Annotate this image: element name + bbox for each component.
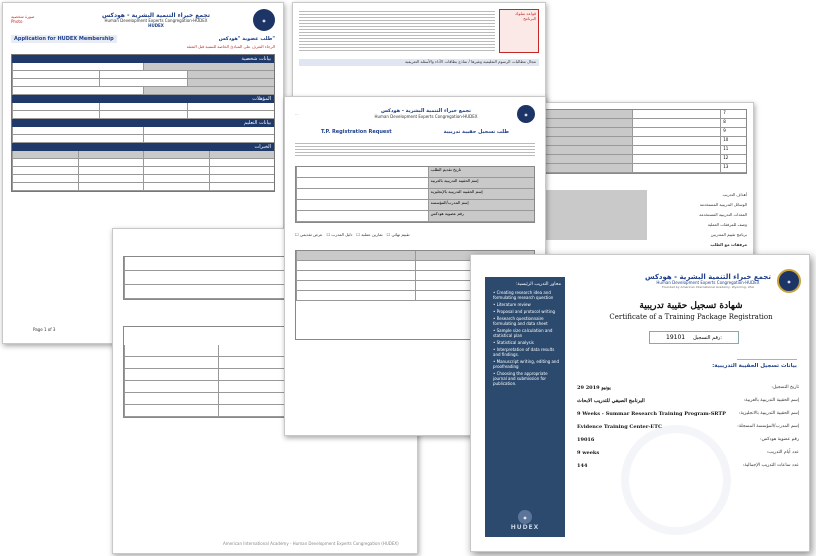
reg-number-value: 19101 (666, 334, 686, 341)
sidebar-brand-text: HUDEX (510, 524, 540, 531)
form-subtitle: الرجاء التعرف على المبادئ الخاصة للتنمية قبل التعبئة (186, 44, 275, 50)
brand: HUDEX (148, 22, 164, 28)
hudex-seal-icon: ◉ (777, 269, 801, 293)
exp-cell[interactable] (209, 175, 275, 182)
field-degree[interactable] (12, 103, 99, 110)
tp-check[interactable]: ☐ تقييم نهائي (386, 232, 410, 238)
tp-org-en: Human Development Experts Congregation-HUDEX (374, 113, 478, 119)
form-title-en: Application for HUDEX Membership (11, 35, 117, 43)
sidebar-topic-item: • Manuscript writing, editing and proofreading (493, 359, 560, 370)
org-name-en: Human Development Experts Congregation-HUDEX (104, 17, 208, 23)
sidebar-topic-item: • Choosing the appropriate journal and submission for publication. (493, 371, 548, 387)
cert-title-ar: شهادة تسجيل حقيبة تدريبية (639, 301, 743, 311)
exp-cell[interactable] (143, 175, 209, 182)
cert-field-label: إسم الحقيبة التدريبية بالعربية: (743, 398, 799, 403)
field-email[interactable] (99, 79, 186, 86)
tp-title-en: T.P. Registration Request (321, 129, 392, 135)
exp-cell[interactable] (12, 167, 78, 174)
cert-org-ar: تجمع خبراء التنمية البشرية - هودكس (644, 272, 771, 281)
sidebar-topic-item: • Proposal and protocol writing (493, 309, 556, 315)
field-edu[interactable] (143, 127, 274, 134)
exp-cell[interactable] (78, 183, 144, 190)
watermark-icon (621, 425, 731, 535)
tp-label: تاريخ تقديم الطلب (428, 167, 534, 177)
tp-date-field[interactable] (296, 167, 428, 177)
cert-title-en: Certificate of a Training Package Registration (609, 313, 773, 321)
exp-cell[interactable] (12, 175, 78, 182)
field-edu[interactable] (143, 135, 274, 142)
field-major[interactable] (99, 103, 186, 110)
sidebar-list (489, 290, 561, 386)
field-year[interactable] (187, 103, 274, 110)
row-number: 13 (720, 164, 746, 172)
table-label: برنامج تقييم المتدربين (710, 231, 747, 237)
table-label: وصف للمرفقات العملية (707, 221, 747, 227)
cert-field-value: Evidence Training Center-ETC (577, 423, 662, 430)
cert-field-label: إسم الحقيبة التدريبية بالانجليزية: (739, 411, 799, 416)
exp-cell[interactable] (143, 159, 209, 166)
field-edu[interactable] (12, 127, 143, 134)
sidebar-topic-item: • Sample size calculation and statistical plan (493, 328, 553, 339)
hudex-logo-icon: ◉ (253, 9, 275, 31)
hudex-logo-icon: ◉ (517, 105, 535, 123)
cert-org-sub: Founded by American International Academy, Wyoming, USA (662, 284, 754, 289)
data-heading: بيانات تسجيل الحقيبة التدريبية: (712, 363, 797, 369)
tp-title-ar: طلب تسجيل حقيبة تدريبية (443, 129, 509, 135)
numbered-table (543, 109, 747, 174)
cert-field-row (577, 381, 799, 394)
section-education: بيانات التعليم (12, 119, 274, 127)
exp-cell[interactable] (12, 183, 78, 190)
reg-number-label: رقم التسجيل: (693, 334, 722, 341)
tp-check[interactable]: ☐ تمارين عملية (356, 232, 383, 238)
tp-name-en-field[interactable] (296, 189, 428, 199)
exp-cell[interactable] (209, 183, 275, 190)
cert-field-value: 144 (577, 462, 588, 469)
cert-org-en: Human Development Experts Congregation-HUDEX (656, 279, 760, 285)
tp-label: إسم المدرب/المؤسسة (428, 200, 534, 210)
cert-field-value: 29 يونيو 2019 (577, 384, 611, 391)
exp-cell[interactable] (78, 167, 144, 174)
field-degree[interactable] (12, 111, 99, 118)
hudex-logo-icon: ◉ (518, 510, 532, 524)
sidebar-topic-item: • Statistical analysis (493, 340, 534, 346)
section-experience: الخبرات (12, 143, 274, 151)
table-label: أهداف التدريب (722, 191, 747, 197)
tp-name-ar-field[interactable] (296, 178, 428, 188)
row-number: 7 (720, 110, 746, 118)
row-number: 11 (720, 146, 746, 154)
reg-number-box (649, 331, 739, 344)
ref-stamp: ... (295, 110, 299, 116)
pkg-name-field[interactable] (124, 257, 299, 270)
field-phone[interactable] (12, 79, 99, 86)
cert-field-label: رقم عضوية هودكس: (760, 437, 799, 442)
row-number: 9 (720, 128, 746, 136)
rules-page (292, 2, 546, 102)
form-title-ar: طلب عضوية "هودكس" (218, 36, 275, 42)
exp-cell[interactable] (143, 167, 209, 174)
sidebar-topic-item: • Interpretation of data results and findings. (493, 347, 555, 358)
tp-label: إسم الحقيبة التدريبية بالإنجليزية (428, 189, 534, 199)
table-label: الوسائل التدريبية المستخدمة (699, 201, 747, 207)
field-label (187, 71, 274, 78)
rules-section-title: مجال مطالبات الرسوم التعليمية وغيرها / نماذج بطاقات الأداء والأسئلة التعريفية (299, 59, 539, 66)
sidebar-brand (485, 510, 565, 531)
tp-label: إسم الحقيبة التدريبية بالعربية (428, 178, 534, 188)
package-footer: American International Academy - Human Development Experts Congregation (HUDEX) (223, 541, 399, 547)
table-label: المعدات التدريبية المستخدمة (699, 211, 747, 217)
cert-field-value: البرنامج الصيفي للتدريب الابحاث (577, 397, 645, 404)
field-name[interactable] (12, 63, 143, 70)
field-label (143, 63, 274, 70)
tp-check[interactable]: ☐ عرض تقديمي (295, 232, 323, 238)
tp-label: رقم عضوية هودكس (428, 211, 534, 221)
sidebar-title: محاور التدريب الرئيسية: (515, 282, 561, 287)
pkg-hours-field[interactable] (124, 271, 299, 284)
exp-cell[interactable] (209, 167, 275, 174)
field-edu[interactable] (12, 135, 143, 142)
row-number: 12 (720, 155, 746, 163)
cert-field-label: تاريخ التسجيل: (771, 385, 799, 390)
table-label: مرفقات مع الطلب (710, 241, 747, 247)
cert-field-label: عدد أيام التدريب: (766, 450, 799, 455)
exp-cell[interactable] (12, 159, 78, 166)
rules-box-label: قواعد سلوك البرنامج (515, 11, 536, 21)
sidebar-topic-item: • Research questionnaire formulating and data sheet (493, 316, 548, 327)
exp-cell[interactable] (78, 175, 144, 182)
section-personal: بيانات شخصية (12, 55, 274, 63)
field-address[interactable] (12, 87, 143, 94)
field-major[interactable] (99, 111, 186, 118)
cert-field-label: عدد ساعات التدريب الإجمالية: (742, 463, 799, 468)
field-year[interactable] (187, 111, 274, 118)
cert-field-value: 9 Weeks - Summar Research Training Program-SRTP (577, 410, 726, 417)
tp-trainer-field[interactable] (296, 200, 428, 210)
certificate-page (470, 254, 810, 552)
stamp-text: صورة شخصية Photo (11, 14, 35, 24)
cert-field-row (577, 394, 799, 407)
field-label (187, 79, 274, 86)
sidebar-topic-item: • Creating research idea and formulating research question (493, 290, 554, 301)
field-label (143, 87, 274, 94)
pkg-date-field[interactable] (124, 285, 299, 298)
tp-org-ar: تجمع خبراء التنمية البشرية - هودكس (380, 108, 472, 115)
sidebar-topic-item: • Literature review (493, 302, 531, 308)
org-name-ar: تجمع خبراء التنمية البشرية - هودكس (101, 11, 211, 19)
tp-member-field[interactable] (296, 211, 428, 221)
field-birth[interactable] (99, 71, 186, 78)
exp-cell[interactable] (78, 159, 144, 166)
tp-check[interactable]: ☐ دليل المدرب (326, 232, 353, 238)
cert-field-label: إسم المدرب/المؤسسة المسجلة: (737, 424, 799, 429)
certificate-sidebar (485, 277, 565, 537)
exp-cell[interactable] (143, 183, 209, 190)
row-number: 10 (720, 137, 746, 145)
field-nationality[interactable] (12, 71, 99, 78)
cert-field-value: 9 weeks (577, 449, 600, 456)
row-number: 8 (720, 119, 746, 127)
page-footer: Page 1 of 3 (33, 327, 56, 333)
exp-cell[interactable] (209, 159, 275, 166)
section-qualifications: المؤهلات (12, 95, 274, 103)
cert-field-row (577, 407, 799, 420)
cert-field-value: 19016 (577, 436, 595, 443)
